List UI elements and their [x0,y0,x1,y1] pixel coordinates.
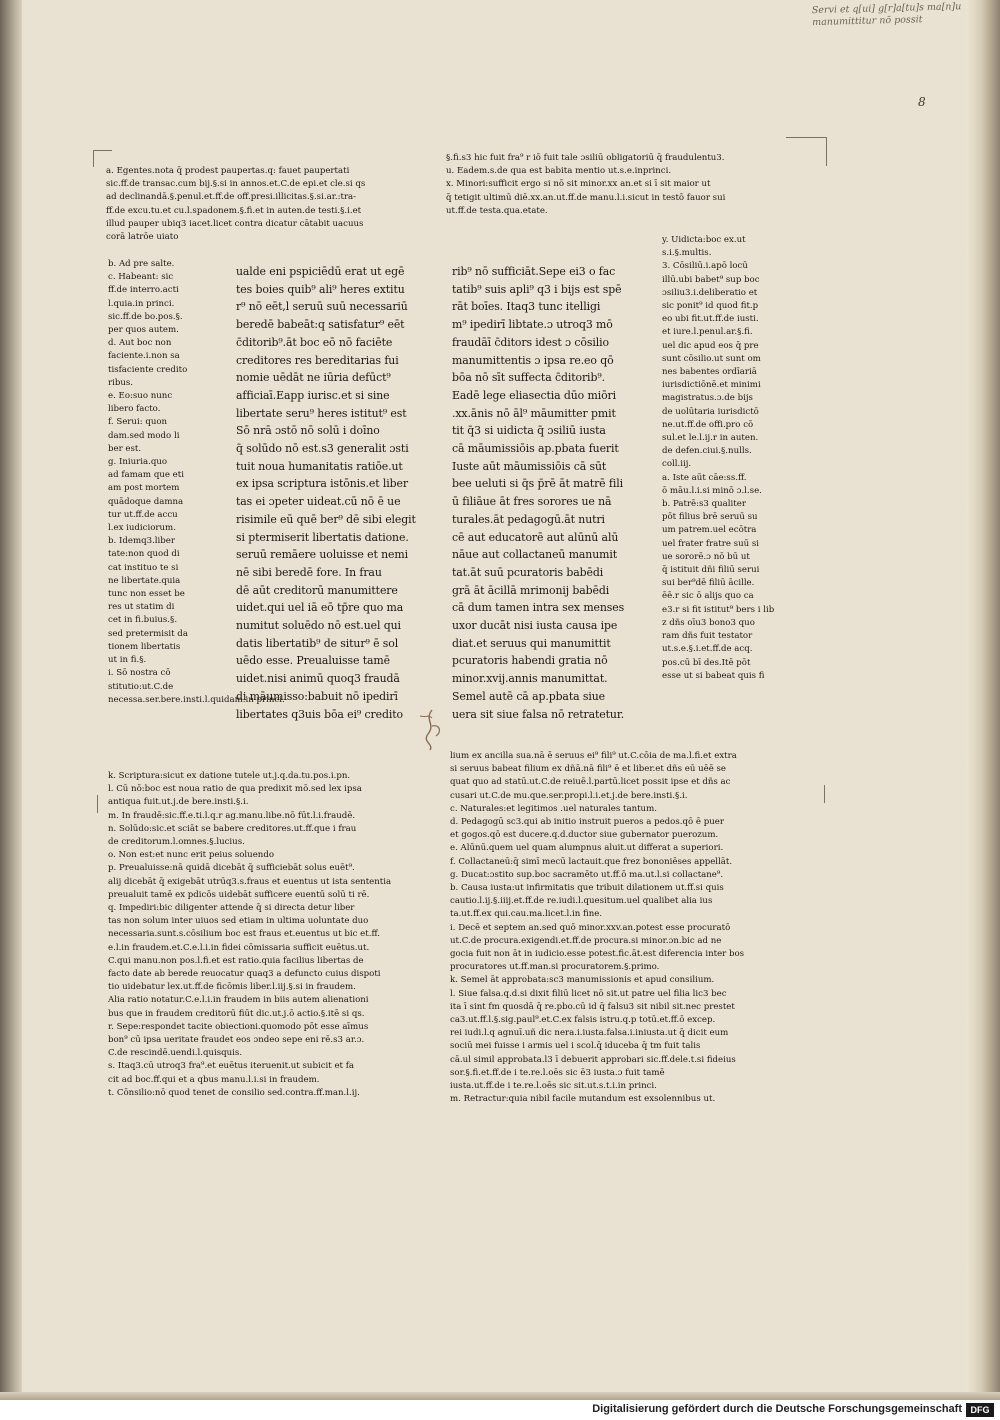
binding-shadow [0,0,22,1400]
page-bottom-edge [0,1392,1000,1400]
gloss-line: q̄ tetigit ultimū diē.xx.an.ut.ff.de manu.l.i.sicut in testō fauor sui [446,192,726,203]
gloss-line: sic.ff.de transac.cum bij.§.si in annos.et.C.de epi.et cle.si qs [106,179,366,190]
gloss-line: illud pauper ubiq3 iacet.licet contra dicatur cātabit uacuus [106,218,364,229]
main-text-column-2: rib⁹ nō sufficiāt.Sepe ei3 o fac tatib⁹ suis apli⁹ q3 i bijs est spē rāt boīes. Itaq3 tunc itelligi m⁹ ipedirī libtate.ɔ utroq3 mō fraudāī c̄ditors idest ɔ cōsilio manumittentis ɔ ipsa re.eo qō bōa nō sīt suffecta c̄ditorib⁹. Eadē lege eliasectia dūo miōri .xx.ānis nō āl⁹ māumitter pmit tit q̄3 si uidicta q̄ ɔsiliū iusta cā māumissiōis ap.pbata fuerit Iuste aūt māumissiōis cā sūt bee ueluti si q̄s p̄rē āt matrē fili ū filiāue āt fres sorores ue nā turales.āt pedagogū.āt nutri cē aut educatorē aut alūnū alū nāue aut collactaneū manumit tat.āt suū pcuratoris babēdi grā āt ācillā mrimonij babēdi cā dum tamen intra sex menses uxor ducāt nisi iusta causa ipe diat.et seruus qui manumittit pcuratoris habendi gratia nō minor.xvij.annis manumittat. Semel autē cā ap.pbata siue uera sit siue falsa nō retratetur. [452,265,625,721]
handwritten-margin-note: Servi et q[ui] g[r]a[tu]s ma[n]u manumittitur nō possit [811,1,962,29]
gloss-line: ad declinandā.§.penul.et.ff.de off.presi.illicitas.§.si.ar.:tra- [106,192,357,203]
gloss-right-column: y. Uidicta:boc ex.ut s.i.§.multis. 3. Cōsiliū.i.apō locū illū.ubi babet⁹ sup boc ɔsiliu3.i.deliberatio et sic ponit⁹ id quod fit.p eo ubi fit.ut.ff.de iusti. et iure.l.penul.ar.§.fi. uel dic apud eos q̄ pre sunt cōsilio.ut sunt om nes babentes ordīariā iurisdictiōnē.et minimi magistratus.ɔ.de bijs de uolūtaria iurisdictō ne.ut.ff.de offi.pro cō sul.et le.l.ij.r in auten. de defen.ciui.§.nulls. coll.iij. a. Iste aūt cāe:ss.ff. ō māu.l.i.si minō ɔ.l.se. b. Patrē:s3 qualiter pōt filius brē seruū su um patrem.uel ecōtra uel frater fratre suū si ue sororē.ɔ nō bū ut q̄ istituit dñi filiū serui sui ber⁹dē filiū ācille. ēē.r sic ō alijs quo ca e3.r si fit istitut⁹ bers i lib z dñs oīu3 bono3 quo ram dñs fuit testator ut.s.e.§.i.et.ff.de acq. pos.cū bī des.Itē pōt esse ut si babeat quis fi [662,235,775,681]
left-tick [97,795,108,813]
gloss-top-right [446,152,792,218]
main-text-column-1: ualde eni pspiciēdū erat ut egē tes boies quib⁹ ali⁹ heres extitu r⁹ nō eēt,l seruū suū necessariū beredē babeāt:q satisfatur⁹ eēt c̄ditorib⁹.āt boc eō nō faciēte creditores res bereditarias fui nomie uēdāt ne iūria defūct⁹ afficiaī.Eapp iurisc.et si sine libertate seru⁹ heres istitut⁹ est Sō nrā ɔstō nō solū i doīno q̄ solūdo nō est.s3 generalit ɔsti tuit noua humanitatis ratiōe.ut ex ipsa scriptura istōnis.et liber tas ei ɔpeter uideat.cū nō ē ue risimile eū quē ber⁹ dē sibi elegit si ptermiserit libertatis datione. seruū remāere uoluisse et nemi nē sibi beredē fore. In frau dē aūt creditorū manumittere uidet.qui uel iā eō tp̄re quo ma numitut soluēdo nō est.uel qui datis libertatib⁹ de situr⁹ ē sol uēdo esse. Preualuisse tamē uidet.nisi animū quoq3 fraudā di māumisso:babuit nō ipedirī libertates q3uis bōa ei⁹ credito [236,265,416,721]
gloss-line: corā latrōe uiato [106,232,179,243]
page-fore-edge [966,0,1000,1400]
folio-number: 8 [918,95,926,109]
gloss-line: x. Minori:sufficit ergo si nō sit minor.xx an.et si ī sit maior ut [446,179,711,190]
footer-credit: Digitalisierung gefördert durch die Deutsche Forschungsgemeinschaft [592,1403,962,1415]
digitization-footer [0,1400,1000,1420]
gloss-line: ut.ff.de testa.qua.etate. [446,205,548,216]
gloss-line: ff.de excu.tu.et cu.l.spadonem.§.fi.et in auten.de testi.§.i.et [106,205,362,216]
gloss-line: a. Egentes.nota q̄ prodest paupertas.q: fauet paupertati [106,166,350,176]
dfg-logo: DFG [966,1403,994,1417]
gloss-line: §.fi.s3 hic fuit fra⁹ r iō fuit tale ɔsiliū obligatoriū q̄ fraudulentu3. [446,153,725,163]
gloss-line: u. Eadem.s.de qua est babita mentio ut.s.e.inprinci. [446,166,672,177]
right-tick [822,785,825,803]
gloss-left-column: b. Ad pre salte. c. Habeant: sic ff.de interro.acti l.quia.in princi. sic.ff.de bo.pos.§. per quos autem. d. Aut boc non faciente.i.non sa tisfaciente credito ribus. e. Eo:suo nunc libero facto. f. Serui: quon dam.sed modo li ber est. g. Iniuria.quo ad famam que eti am post mortem quādoque damna tur ut.ff.de accu l.ex iudiciorum. b. Idemq3.liber tate:non quod di cat instituo te si ne libertate.quia tunc non esset be res ut statim di cet in fi.buius.§. sed pretermisit da tionem libertatis ut in fi.§. i. Sō nostra cō stitutio:ut.C.de necessa.ser.bere.insti.l.quidam.in princi. [108,259,285,705]
gloss-top-left [106,165,424,244]
gloss-bottom-left: k. Scriptura:sicut ex datione tutele ut.j.q.da.tu.pos.i.pn. l. Cū nō:boc est noua ratio de qua predixit mō.sed lex ipsa antiqua fuit.ut.j.de bere.insti.§.i. m. In fraudē:sic.ff.e.ti.l.q.r ag.manu.libe.nō fūt.l.i.fraudē. n. Solūdo:sic.et sciāt se babere creditores.ut.ff.que i frau de creditorum.l.omnes.§.lucius. o. Non est:et nunc erit peius soluendo p. Preualuisse:nā quidā dicebāt q̄ sufficiebāt solus euēt⁹. alij dicebāt q̄ exigebāt utrūq3.s.fraus et euentus ut ista sententia preualuit tamē ex pdicōs uidebāt sufficere euentū solū ti rē. q. Impediri:bic diligenter attende q̄ si directa detur liber tas non solum inter uiuos sed etiam in ultima uoluntate duo necessaria.sunt.s.cōsilium boc est fraus et.euentus ut bic et.ff. e.l.in fraudem.et.C.e.l.i.in fidei cōmissaria sufficit euētus.ut. C.qui manu.non pos.l.fi.et est ratio.quia facilius libertas de facto date ab berede reuocatur quaq3 a defuncto cuius dispoti tio uidebatur lex.ut.ff.de ficōmis liber.l.iij.§.si in fraudem. Alia ratio notatur.C.e.l.i.in fraudem in biis autem alienationi bus que in fraudem creditorū fiūt dic.ut.j.ō actio.§.itē si qs. r. Sepe:respondet tacite obiectioni.quomodo pōt esse aīmus bon⁹ cū ipsa ueritate fraudet eos ɔndeo sepe eni rē.s3 ar.ɔ. C.de rescindē.uendi.l.quisquis. s. Itaq3.cū utroq3 fra⁹.et euētus iteruenit.ut subicit et fa cit ad boc.ff.qui et a qbus manu.l.i.si in fraudem. t. Cōnsilio:nō quod tenet de consilio sed.contra.ff.man.l.ij. [108,771,392,1098]
gloss-bottom-right: lium ex ancilla sua.nā ē seruus ei⁹ fili⁹ ut.C.cōia de ma.l.fi.et extra si seruus babeat filium ex dñā.nā fili⁹ ē et liber.et dñs eū uēē se quat quo ad statū.ut.C.de reiuē.l.partū.licet possit ipse et dñs ac cusari ut.C.de mu.que.ser.propi.l.i.et.j.de bere.insti.§.i. c. Naturales:et legitimos .uel naturales tantum. d. Pedagogū sc3.qui ab initio instruit pueros a pedos.qō ē puer et gogos.qō est ducere.q.d.ductor siue gubernator puerozum. e. Alūnū.quem uel quam alumpnus aluit.ut differat a superiori. f. Collactaneū:q̄ simī mecū lactauit.que frez bononiēses appellāt. g. Ducat:ɔstito sup.boc sacramēto ut.ff.ō ma.ut.l.si collactane⁹. b. Causa iusta:ut infirmitatis que tribuit dilationem ut.ff.si quis cautio.l.ij.§.iiij.et.ff.de re.iudi.l.quesitum.uel qualibet alia ius ta.ut.ff.ex qui.cau.ma.licet.l.in fine. i. Decē et septem an.sed quō minor.xxv.an.potest esse procuratō ut.C.de procura.exigendi.et.ff.de procura.si minor.ɔn.bic ad ne gocia fuit non āt in iudicio.esse potest.fic.āt.est diferencia inter bos procuratores ut.ff.man.si procuratorem.§.primo. k. Semel āt approbata:sc3 manumissionis et apud consilium. l. Siue falsa.q.d.si dixit filiū licet nō sit.ut patre uel filia lic3 bec ita ī sint fm quosdā q̄ re.pbo.cū id q̄ falsu3 sit nibil sit.nec prestet ca3.ut.ff.l.§.sig.paul⁹.et.C.ex falsis istru.q.p totū.et.ff.ō excep. rei iudi.l.q agnuī.uñ dic nera.i.iusta.falsa.i.iniusta.ut q̄ dicit eum sociū mei fuisse i armis uel i scol.q̄ iduceba q̄ tm fuit talis cā.ul simil approbata.l3 ī debuerit approbari sic.ff.dele.t.si fideius sor.§.fi.et.ff.de i te.re.l.oēs sic ē3 iusta.ɔ fuit tamē iusta.ut.ff.de i te.re.l.oēs sic sit.ut.s.t.i.in princi. m. Retractur:quia nibil facile mutandum est exsolennibus ut. [450,751,745,1105]
top-right-bracket [786,137,827,166]
